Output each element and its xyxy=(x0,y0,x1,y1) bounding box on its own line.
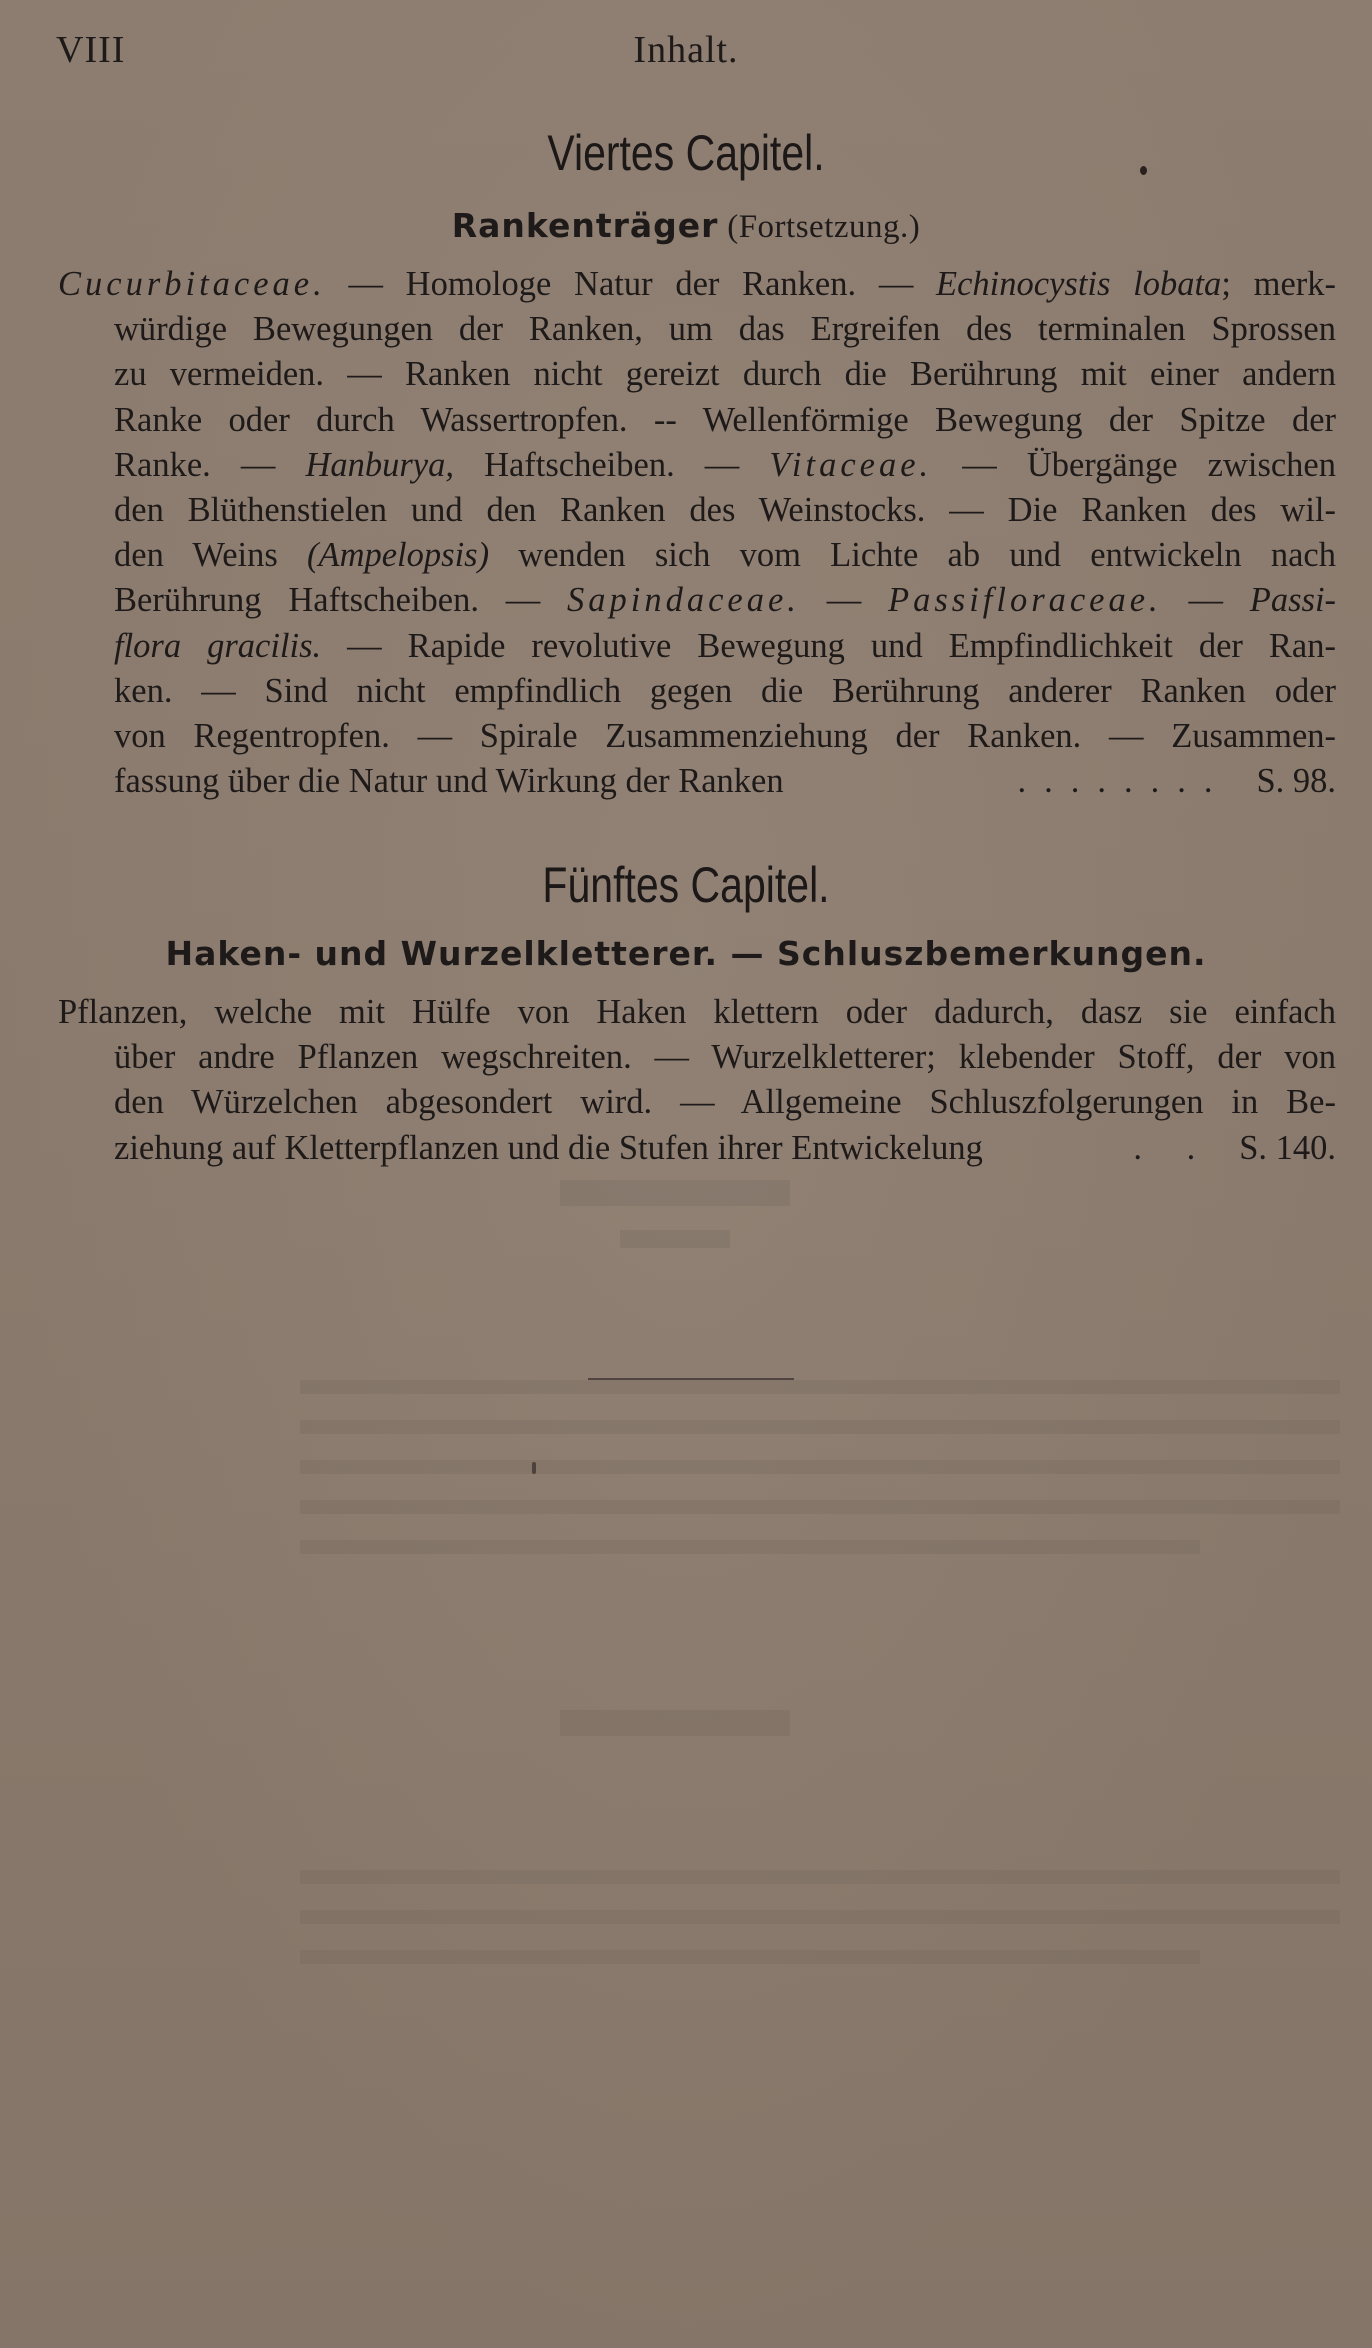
taxon-sapindaceae: Sapindaceae. xyxy=(567,581,800,620)
chapter-4-subheading-bold: Rankenträger xyxy=(451,206,719,245)
page-reference: S. 98. xyxy=(1256,762,1336,801)
summary-line: Pflanzen, welche mit Hülfe von Haken klettern oder dadurch, dasz sie einfach xyxy=(58,993,1336,1031)
chapter-4-subheading-rest: (Fortsetzung.) xyxy=(727,209,921,245)
section-divider-rule xyxy=(588,1378,794,1380)
summary-line: den Würzelchen abgesondert wird. — Allgemeine Schluszfolgerungen in Be- xyxy=(114,1083,1336,1122)
summary-line: über andre Pflanzen wegschreiten. — Wurzelkletterer; klebender Stoff, der von xyxy=(114,1038,1336,1077)
chapter-5-summary xyxy=(58,990,1336,1171)
summary-line: Ranke. — Hanburya, Haftscheiben. — Vitaceae. — Übergänge zwischen xyxy=(114,445,1336,484)
summary-line: den Blüthenstielen und den Ranken des Weinstocks. — Die Ranken des wil- xyxy=(114,490,1336,529)
taxon-vitaceae: Vitaceae. xyxy=(769,445,933,484)
summary-line: Berührung Haftscheiben. — Sapindaceae. — Passifloraceae. — Passi- xyxy=(114,581,1337,620)
chapter-4-subheading xyxy=(0,206,1372,246)
summary-line: Ranke oder durch Wassertropfen. -- Wellenförmige Bewegung der Spitze der xyxy=(114,400,1336,439)
taxon-echinocystis: Echinocystis lobata xyxy=(936,265,1222,303)
summary-line: von Regentropfen. — Spirale Zusammenziehung der Ranken. — Zusammen- xyxy=(114,716,1336,755)
page-number: VIII xyxy=(56,29,126,71)
taxon-hanburya: Hanburya, xyxy=(305,445,454,484)
chapter-5-heading: Fünftes Capitel. xyxy=(542,857,830,913)
taxon-passiflora: Passi- xyxy=(1249,581,1337,620)
chapter-4-heading: Viertes Capitel. xyxy=(547,125,825,181)
chapter-5-subheading xyxy=(0,934,1372,974)
dot-leaders: ........ xyxy=(1017,762,1231,801)
chapter-4-summary xyxy=(58,262,1336,804)
ink-speck xyxy=(532,1462,536,1474)
taxon-passiflora-gracilis: flora gracilis. xyxy=(114,626,322,665)
running-title: Inhalt. xyxy=(633,29,739,71)
summary-line: flora gracilis. — Rapide revolutive Bewegung und Empfindlichkeit der Ran- xyxy=(114,626,1336,665)
running-head xyxy=(56,28,1316,78)
summary-line: zu vermeiden. — Ranken nicht gereizt durch die Berührung mit einer andern xyxy=(114,355,1336,394)
summary-last-line: ziehung auf Kletterpflanzen und die Stufen ihrer Entwickelung . . S. 140. xyxy=(58,1126,1336,1171)
summary-line: den Weins (Ampelopsis) wenden sich vom Lichte ab und entwickeln nach xyxy=(114,536,1336,575)
summary-line: Cucurbitaceae. — Homologe Natur der Ranken. — Echinocystis lobata; merk- xyxy=(58,265,1336,303)
summary-line: ken. — Sind nicht empfindlich gegen die Berührung anderer Ranken oder xyxy=(114,671,1336,710)
taxon-ampelopsis: (Ampelopsis) xyxy=(307,536,490,575)
taxon-passifloraceae: Passifloraceae. xyxy=(888,581,1162,620)
summary-last-line: fassung über die Natur und Wirkung der Ranken ........ S. 98. xyxy=(58,759,1336,804)
chapter-5-subheading-bold: Haken- und Wurzelkletterer. — Schluszbemerkungen. xyxy=(165,934,1207,973)
dot-leaders: . . xyxy=(1133,1128,1214,1167)
taxon-cucurbitaceae: Cucurbitaceae. xyxy=(58,265,326,303)
page-reference: S. 140. xyxy=(1239,1128,1336,1167)
ink-speck xyxy=(1140,166,1147,175)
summary-line: würdige Bewegungen der Ranken, um das Ergreifen des terminalen Sprossen xyxy=(114,310,1336,349)
